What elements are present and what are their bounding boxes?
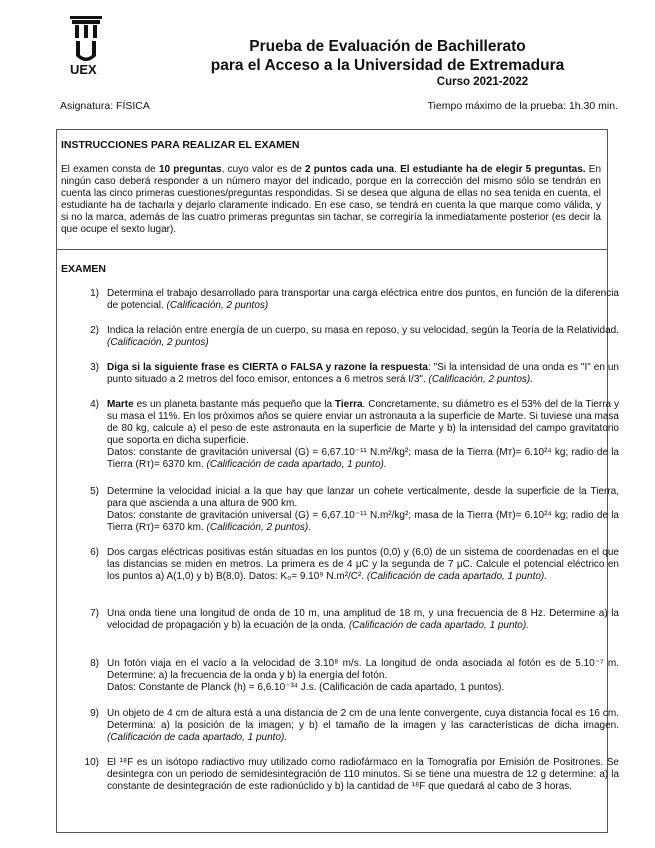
question-grade: (Calificación de cada apartado, 1 punto). bbox=[107, 732, 288, 743]
question-body bbox=[107, 325, 622, 349]
question-body bbox=[107, 547, 622, 583]
title-line-1: Prueba de Evaluación de Bachillerato bbox=[249, 38, 526, 55]
question-number: 3) bbox=[90, 362, 99, 373]
question-grade: (Calificación, 2 puntos) bbox=[166, 300, 269, 311]
question-number: 1) bbox=[90, 288, 99, 299]
instr-bold-1: 10 preguntas bbox=[158, 164, 222, 175]
question-body bbox=[107, 658, 622, 694]
question-number: 8) bbox=[90, 658, 99, 669]
instr-text-1: El examen consta de bbox=[61, 164, 159, 175]
question-body bbox=[107, 757, 622, 793]
logo-text: UEX bbox=[70, 62, 97, 77]
question-text: es un planeta bastante más pequeño que la bbox=[133, 399, 335, 410]
instr-bold-2: 2 puntos cada una bbox=[304, 164, 395, 175]
subject-label: Asignatura: FÍSICA bbox=[60, 100, 150, 112]
course-label: Curso 2021-2022 bbox=[436, 76, 529, 88]
question-body bbox=[107, 288, 622, 312]
question-body bbox=[107, 486, 622, 534]
exam-box bbox=[56, 129, 622, 833]
question-grade: (Calificación, 2 puntos) bbox=[107, 337, 209, 348]
question-text: Dos cargas eléctricas positivas están situadas en los puntos (0,0) y (6,0) de un sistema de coordenadas en el que las distancias se miden en metros. La primera es de 4 μC y la segunda de 7 μC. Calcule el potencial eléctrico en los puntos a) A(1,0) y b) B(8,0). Datos: K₀= 9.10⁹ N.m²/C². bbox=[107, 547, 622, 582]
question-text-2: . Concretamente, su diámetro es el 53% del de la Tierra y su masa el 11%. En los próximos años se quiere enviar un astronauta a la superficie de Marte. Si tuviese una masa de 80 kg, calcule a) el peso de este astronauta en la superficie de Marte y b) la intensidad del campo gravitatorio que soporta en dicha superficie. bbox=[107, 399, 622, 446]
exam-meta bbox=[60, 100, 618, 112]
exam-title: EXAMEN bbox=[61, 263, 106, 275]
question-number: 5) bbox=[90, 486, 99, 497]
question-data: Datos: constante de gravitación universal (G) = 6,67.10⁻¹¹ N.m²/kg²; masa de la Tierra (Mᴛ)= 6.10²⁴ kg; radio de la Tierra (Rᴛ)= 6370 km. bbox=[107, 510, 622, 533]
instr-text-2: , cuyo valor es de bbox=[221, 164, 305, 175]
question-text: Indica la relación entre energía de un cuerpo, su masa en reposo, y su velocidad, según la Teoría de la Relatividad. bbox=[107, 325, 622, 336]
question-number: 2) bbox=[90, 325, 99, 336]
question-grade: (Calificación de cada apartado, 1 punto). bbox=[206, 459, 387, 470]
exam-header bbox=[150, 37, 625, 89]
instructions-title: INSTRUCCIONES PARA REALIZAR EL EXAMEN bbox=[61, 139, 300, 151]
question-bold-1: Marte bbox=[107, 399, 134, 410]
university-logo bbox=[66, 14, 124, 78]
question-text: Un objeto de 4 cm de altura está a una distancia de 2 cm de una lente convergente, cuya distancia focal es 16 cm. Determina: a) la posición de la imagen; y b) el tamaño de la imagen y las características de dicha imagen. bbox=[107, 708, 622, 731]
question-body bbox=[107, 708, 622, 744]
title-line-2: para el Acceso a la Universidad de Extremadura bbox=[210, 57, 565, 74]
instructions-paragraph bbox=[61, 164, 601, 236]
question-body bbox=[107, 399, 622, 471]
instr-text-4: En ningún caso deberá responder a un número mayor del indicado, porque en la corrección del mismo sólo se tendrán en cuenta las cinco primeras cuestiones/preguntas respondidas. Si se desea que alguna de ellas no sea tenida en cuenta, el estudiante ha de tacharla y dejarlo claramente indicado. En ese caso, se tendrá en cuenta la que marque como válida, y si no la marca, además de las cuatro primeras preguntas sin tachar, se corregiría la inmediatamente posterior (es decir la que ocupe el sexto lugar). bbox=[61, 164, 602, 235]
question-lead: Diga si la siguiente frase es CIERTA o FALSA y razone la respuesta bbox=[107, 362, 428, 373]
uex-emblem-icon bbox=[66, 14, 124, 78]
question-number: 9) bbox=[90, 708, 99, 719]
question-number: 10) bbox=[84, 757, 99, 768]
question-text: El ¹⁸F es un isótopo radiactivo muy utilizado como radiofármaco en la Tomografía por Emisión de Positrones. Se desintegra con un periodo de semidesintegración de 110 minutos. Si se tiene una muestra de 12 g determine: a) la constante de desintegración de este radionúclido y b) la cantidad de ¹⁸F que quedará al cabo de 3 horas. bbox=[107, 757, 622, 792]
question-text: Un fotón viaja en el vacío a la velocidad de 3.10⁸ m/s. La longitud de onda asociada al fotón es de 5.10⁻⁷ m. Determine: a) la frecuencia de la onda y b) la energía del fotón. bbox=[107, 658, 622, 681]
question-number: 6) bbox=[90, 547, 99, 558]
question-text: Determine la velocidad inicial a la que hay que lanzar un cohete verticalmente, desde la superficie de la Tierra, para que ascienda a una altura de 900 km. bbox=[107, 486, 622, 509]
question-text: : "Si la intensidad de una onda es "I" en un punto situado a 2 metros del foco emisor, entonces a 6 metros será I/3". bbox=[107, 362, 622, 385]
question-grade: (Calificación, 2 puntos). bbox=[206, 522, 312, 533]
question-data: Datos: constante de gravitación universal (G) = 6,67.10⁻¹¹ N.m²/kg²; masa de la Tierra (Mᴛ)= 6.10²⁴ kg; radio de la Tierra (Rᴛ)= 6370 km. bbox=[107, 447, 622, 470]
question-data: Datos: Constante de Planck (h) = 6,6.10⁻³⁴ J.s. (Calificación de cada apartado, 1 puntos). bbox=[107, 682, 505, 693]
instr-text-3: . bbox=[394, 164, 401, 175]
time-label: Tiempo máximo de la prueba: 1h.30 min. bbox=[427, 100, 618, 112]
question-body bbox=[107, 362, 622, 386]
question-number: 4) bbox=[90, 399, 99, 410]
question-text: Una onda tiene una longitud de onda de 10 m, una amplitud de 18 m, y una frecuencia de 8 Hz. Determine a) la velocidad de propagación y b) la ecuación de la onda. bbox=[107, 608, 622, 631]
question-text: Determina el trabajo desarrollado para transportar una carga eléctrica entre dos puntos, en función de la diferencia de potencial. bbox=[107, 288, 622, 311]
section-divider bbox=[57, 249, 607, 250]
question-grade: (Calificación de cada apartado, 1 punto). bbox=[348, 620, 529, 631]
question-number: 7) bbox=[90, 608, 99, 619]
question-bold-2: Tierra bbox=[334, 399, 363, 410]
instr-bold-3: El estudiante ha de elegir 5 preguntas. bbox=[400, 164, 586, 175]
question-grade: (Calificación, 2 puntos). bbox=[428, 374, 533, 385]
question-grade: (Calificación de cada apartado, 1 punto). bbox=[366, 571, 548, 582]
question-body bbox=[107, 608, 622, 632]
